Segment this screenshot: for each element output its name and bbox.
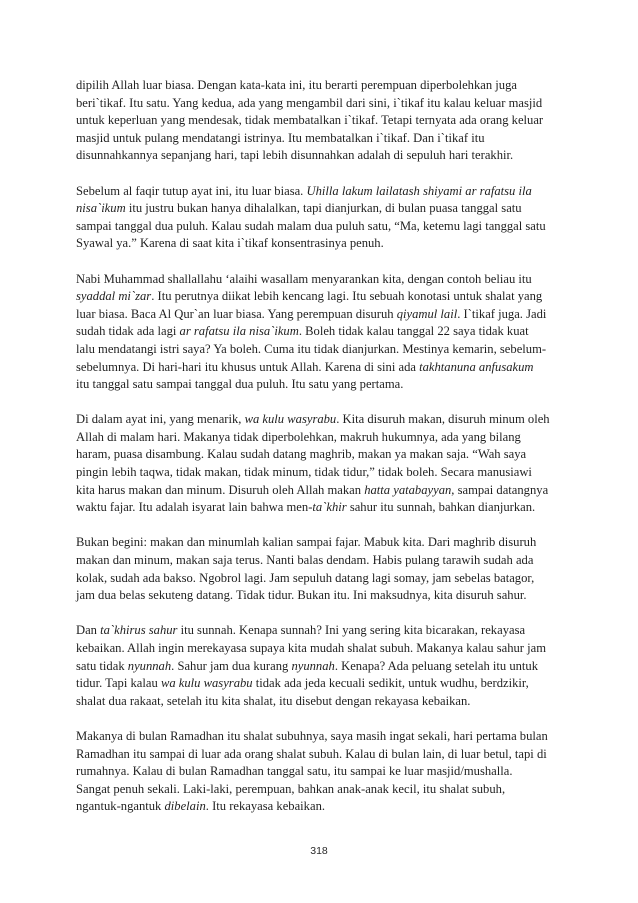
- text-line: [76, 570, 568, 588]
- text-run: Di dalam ayat ini, yang menarik,: [76, 412, 245, 427]
- text-run: . Itu perutnya diikat lebih kencang lagi. Itu sebuah konotasi untuk shalat yang: [151, 289, 543, 304]
- text-line: [76, 552, 568, 570]
- text-run: Sangat penuh sekali. Laki-laki, perempuan, bahkan anak-anak kecil, itu shalat subuh,: [76, 781, 506, 796]
- text-line: [76, 464, 568, 482]
- text-line: [76, 658, 568, 676]
- text-run: waktu fajar. Itu adalah isyarat lain bahwa men-: [76, 500, 313, 515]
- text-line: [76, 200, 568, 218]
- italic-text: Uhilla lakum lailatash shiyami ar rafatsu ila: [306, 183, 532, 198]
- text-line: [76, 341, 568, 359]
- text-run: Dan: [76, 623, 101, 638]
- text-line: [76, 798, 568, 816]
- text-line: [76, 640, 568, 658]
- text-run: . Boleh tidak kalau tanggal 22 saya tidak kuat: [298, 324, 529, 339]
- paragraph: [76, 728, 568, 816]
- text-line: [76, 218, 568, 236]
- text-line: [76, 235, 568, 253]
- paragraph: [76, 534, 568, 604]
- text-line: [76, 77, 568, 95]
- text-run: Syawal ya.” Karena di saat kita i`tikaf konsentrasinya penuh.: [76, 236, 384, 251]
- text-run: lalu mendatangi istri saya? Ya boleh. Cuma itu tidak dianjurkan. Mestinya kemarin, sebelum-: [76, 341, 547, 356]
- italic-text: syaddal mi`zar: [76, 289, 152, 304]
- text-line: [76, 271, 568, 289]
- text-line: [76, 746, 568, 764]
- paragraph: [76, 622, 568, 710]
- document-body: [76, 77, 568, 834]
- text-run: Allah di malam hari. Makanya tidak diperbolehkan, makruh hukumnya, ada yang bilang: [76, 429, 521, 444]
- text-run: pingin lebih taqwa, tidak makan, tidak minum, tidak tidur,” tidak boleh. Secara manusiawi: [76, 465, 532, 480]
- text-run: rumahnya. Kalau di bulan Ramadhan tanggal satu, itu sampai ke luar masjid/mushalla.: [76, 764, 513, 779]
- text-run: kolak, sudah ada bakso. Ngobrol lagi. Jam sepuluh datang lagi somay, jam sebelas batagor,: [76, 570, 535, 585]
- text-run: Makanya di bulan Ramadhan itu shalat subuhnya, saya masih ingat sekali, hari pertama bulan: [76, 728, 548, 743]
- italic-text: wa kulu wasyrabu: [244, 412, 337, 427]
- italic-text: nyunnah: [127, 658, 172, 673]
- text-run: satu tidak: [76, 658, 128, 673]
- text-line: [76, 183, 568, 201]
- italic-text: wa kulu wasyrabu: [160, 676, 253, 691]
- text-run: beri`tikaf. Itu satu. Yang kedua, ada yang mengambil dari sini, i`tikaf itu kalau keluar masjid: [76, 95, 543, 110]
- text-run: itu justru bukan hanya dihalalkan, tapi dianjurkan, di bulan puasa tanggal satu: [125, 201, 522, 216]
- text-line: [76, 587, 568, 605]
- text-line: [76, 429, 568, 447]
- italic-text: nisa`ikum: [76, 201, 126, 216]
- text-run: Bukan begini: makan dan minumlah kalian sampai fajar. Mabuk kita. Dari maghrib disuruh: [76, 535, 537, 550]
- italic-text: hatta yatabayyan: [364, 482, 452, 497]
- text-run: itu tanggal satu sampai tanggal dua puluh. Itu satu yang pertama.: [76, 377, 404, 392]
- text-run: . Kita disuruh makan, disuruh minum oleh: [336, 412, 550, 427]
- italic-text: takhtanuna anfusakum: [419, 359, 534, 374]
- text-line: [76, 95, 568, 113]
- text-line: [76, 147, 568, 165]
- text-run: haram, puasa disambung. Kalau sudah datang maghrib, makan ya makan saja. “Wah saya: [76, 447, 527, 462]
- paragraph: [76, 271, 568, 394]
- text-run: dipilih Allah luar biasa. Dengan kata-kata ini, itu berarti perempuan diperbolehkan juga: [76, 78, 517, 92]
- text-run: disunnahkannya sepanjang hari, tapi lebih disunnahkan adalah di sepuluh hari terakhir.: [76, 148, 514, 163]
- paragraph: [76, 77, 568, 165]
- text-run: luar biasa. Baca Al Qur`an luar biasa. Yang perempuan disuruh: [76, 306, 397, 321]
- text-run: masjid untuk pulang mendatangi istrinya. Itu membatalkan i`tikaf. Dan i`tikaf itu: [76, 130, 485, 145]
- italic-text: qiyamul lail: [396, 306, 458, 321]
- text-run: . Kenapa? Ada peluang setelah itu untuk: [334, 658, 539, 673]
- text-line: [76, 482, 568, 500]
- text-run: untuk keperluan yang mendesak, tidak membatalkan i`tikaf. Tetapi ternyata ada orang keluar: [76, 113, 544, 128]
- text-run: Sebelum al faqir tutup ayat ini, itu luar biasa.: [76, 183, 307, 198]
- paragraph: [76, 411, 568, 517]
- italic-text: ta`khirus sahur: [100, 623, 178, 638]
- text-run: sebelumnya. Di hari-hari itu khusus untuk Allah. Karena di sini ada: [76, 359, 420, 374]
- page-number: 318: [310, 845, 328, 857]
- text-run: tidur. Tapi kalau: [76, 676, 161, 691]
- text-run: sudah tidak ada lagi: [76, 324, 180, 339]
- italic-text: ar rafatsu ila nisa`ikum: [179, 324, 299, 339]
- text-run: . Sahur jam dua kurang: [171, 658, 292, 673]
- italic-text: ta`khir: [312, 500, 347, 515]
- text-run: makan dan minum, makan saja terus. Nanti balas dendam. Habis pulang tarawih sudah ada: [76, 553, 534, 568]
- text-run: jam dua belas sekuteng datang. Tidak tidur. Bukan itu. Ini maksudnya, kita disuruh sahur.: [76, 588, 527, 603]
- text-run: , sampai datangnya: [451, 482, 549, 497]
- text-run: Ramadhan itu sampai di luar ada orang shalat subuh. Kalau di bulan lain, di luar betul, tapi di: [76, 746, 547, 761]
- text-line: [76, 376, 568, 394]
- text-line: [76, 446, 568, 464]
- text-run: . I`tikaf juga. Jadi: [457, 306, 547, 321]
- text-line: [76, 112, 568, 130]
- text-line: [76, 306, 568, 324]
- paragraph: [76, 183, 568, 253]
- text-run: kebaikan. Allah ingin merekayasa supaya kita mudah shalat subuh. Makanya kalau sahur jam: [76, 641, 547, 655]
- text-line: [76, 693, 568, 711]
- text-line: [76, 323, 568, 341]
- text-run: kita harus makan dan minum. Disuruh oleh Allah makan: [76, 482, 365, 497]
- text-run: ngantuk-ngantuk: [76, 799, 165, 814]
- text-line: [76, 534, 568, 552]
- text-run: shalat dua rakaat, setelah itu kita shalat, itu disebut dengan rekayasa kebaikan.: [76, 693, 471, 708]
- text-line: [76, 359, 568, 377]
- text-line: [76, 763, 568, 781]
- text-line: [76, 411, 568, 429]
- italic-text: dibelain: [164, 799, 206, 814]
- text-run: tidak ada jeda kecuali sedikit, untuk wudhu, berdzikir,: [252, 676, 529, 691]
- text-run: sahur itu sunnah, bahkan dianjurkan.: [346, 500, 536, 515]
- text-line: [76, 728, 568, 746]
- text-line: [76, 781, 568, 799]
- text-line: [76, 130, 568, 148]
- text-run: sampai tanggal dua puluh. Kalau sudah malam dua puluh satu, “Ma, ketemu lagi tanggal satu: [76, 218, 546, 233]
- text-run: Nabi Muhammad shallallahu ‘alaihi wasallam menyarankan kita, dengan contoh beliau itu: [76, 271, 532, 286]
- text-run: . Itu rekayasa kebaikan.: [205, 799, 326, 814]
- italic-text: nyunnah: [291, 658, 335, 673]
- text-line: [76, 675, 568, 693]
- text-line: [76, 499, 568, 517]
- text-run: itu sunnah. Kenapa sunnah? Ini yang sering kita bicarakan, rekayasa: [177, 623, 526, 638]
- text-line: [76, 622, 568, 640]
- text-line: [76, 288, 568, 306]
